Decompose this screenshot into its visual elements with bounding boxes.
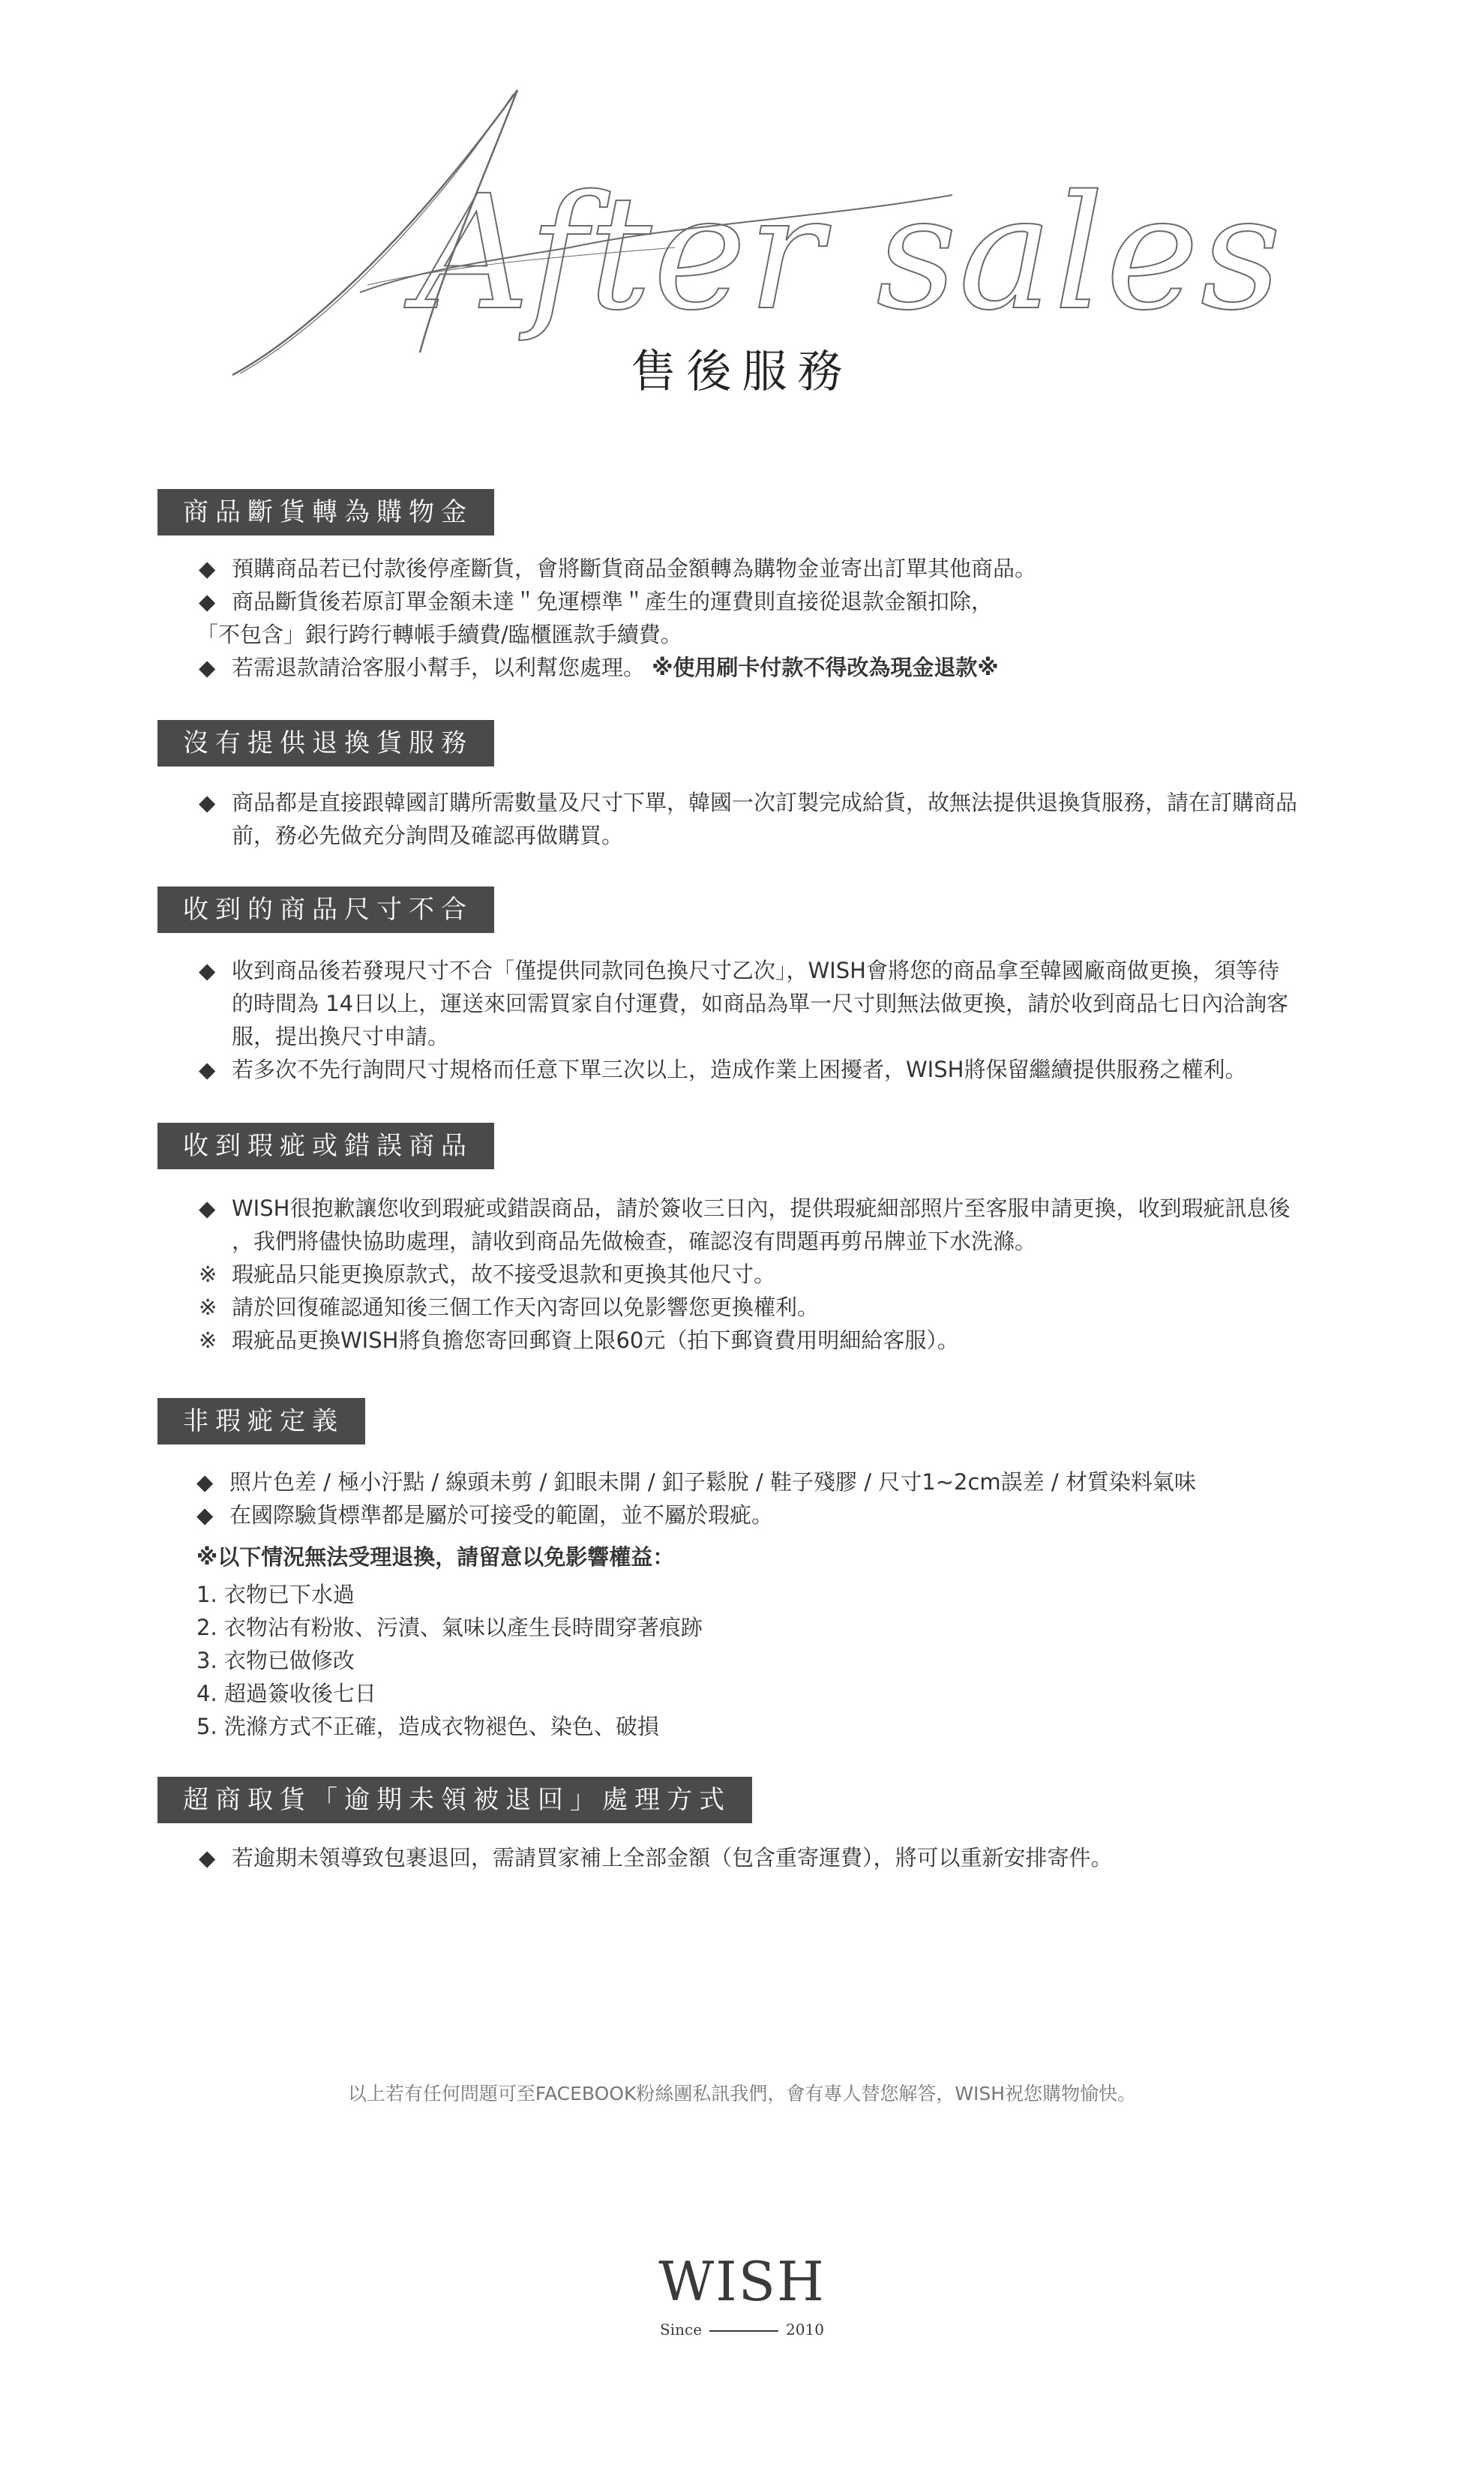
diamond-bullet-icon: ◆ [199,655,216,680]
divider [709,2330,778,2332]
diamond-bullet-icon: ◆ [199,1057,216,1082]
brand-since [0,2320,1484,2338]
bold-notice: ※使用刷卡付款不得改為現金退款※ [652,655,999,680]
section-title: 沒有提供退換貨服務 [157,720,494,766]
condition-item: 2. 衣物沾有粉妝、污漬、氣味以產生長時間穿著痕跡 [196,1615,703,1640]
since-label: Since [660,2320,703,2338]
condition-item: 5. 洗滌方式不正確，造成衣物褪色、染色、破損 [196,1714,659,1739]
list-item-continuation: 前，務必先做充分詢問及確認再做購買。 [232,823,624,848]
list-item: ◆ 預購商品若已付款後停產斷貨，會將斷貨商品金額轉為購物金並寄出訂單其他商品。 [199,552,1036,585]
diamond-bullet-icon: ◆ [199,589,216,614]
note-mark-icon: ※ [199,1294,217,1320]
page-header [0,0,1484,420]
condition-item: 4. 超過簽收後七日 [196,1681,376,1706]
brand-logo: WISH [658,2250,826,2313]
diamond-bullet-icon: ◆ [199,556,216,581]
list-item-continuation: 服，提出換尺寸申請。 [232,1024,450,1049]
diamond-bullet-icon: ◆ [199,1845,216,1870]
diamond-bullet-icon: ◆ [199,1196,216,1221]
note-mark-icon: ※ [199,1262,217,1287]
diamond-bullet-icon: ◆ [196,1469,214,1495]
list-item-continuation: 「不包含」銀行跨行轉帳手續費/臨櫃匯款手續費。 [196,622,682,647]
section-title: 收到的商品尺寸不合 [157,886,494,933]
section-title: 商品斷貨轉為購物金 [157,489,494,536]
list-item: ◆ 照片色差 / 極小汙點 / 線頭未剪 / 釦眼未開 / 釦子鬆脫 / 鞋子殘膠 / 尺寸1~2cm誤差 / 材質染料氣味 [196,1466,1196,1498]
section-title: 收到瑕疵或錯誤商品 [157,1123,494,1169]
footer-note: 以上若有任何問題可至FACEBOOK粉絲團私訊我們，會有專人替您解答，WISH祝您購物愉快。 [347,2083,1137,2104]
script-title-text: After sales [416,161,1283,345]
note-item: ※ 請於回復確認通知後三個工作天內寄回以免影響您更換權利。 [199,1291,819,1324]
list-item: ◆ 若需退款請洽客服小幫手，以利幫您處理。 ※使用刷卡付款不得改為現金退款※ [199,651,999,684]
list-item-continuation: ，我們將儘快協助處理，請收到商品先做檢查，確認沒有問題再剪吊牌並下水洗滌。 [232,1228,1037,1254]
list-item: ◆ 若多次不先行詢問尺寸規格而任意下單三次以上，造成作業上困擾者，WISH將保留繼續提供服務之權利。 [199,1053,1246,1086]
diamond-bullet-icon: ◆ [199,790,216,815]
list-item: ◆ 在國際驗貨標準都是屬於可接受的範圍，並不屬於瑕疵。 [196,1498,773,1532]
list-item: ◆ 若逾期未領導致包裹退回，需請買家補上全部金額（包含重寄運費），將可以重新安排寄件。 [199,1841,1113,1874]
conditions-heading: ※以下情況無法受理退換，請留意以免影響權益： [196,1544,675,1570]
since-year: 2010 [786,2320,824,2338]
diamond-bullet-icon: ◆ [196,1502,214,1528]
condition-item: 3. 衣物已做修改 [196,1648,355,1673]
list-item: ◆ WISH很抱歉讓您收到瑕疵或錯誤商品，請於簽收三日內，提供瑕疵細部照片至客服申請更換，收到瑕疵訊息後 [199,1192,1290,1225]
list-item-continuation: 的時間為 14日以上，運送來回需買家自付運費，如商品為單一尺寸則無法做更換，請於收到商品七日內洽詢客 [232,991,1289,1016]
section-title: 超商取貨「逾期未領被退回」處理方式 [157,1777,752,1823]
condition-item: 1. 衣物已下水過 [196,1582,355,1607]
note-mark-icon: ※ [199,1328,217,1353]
list-item: ◆ 商品都是直接跟韓國訂購所需數量及尺寸下單，韓國一次訂製完成給貨，故無法提供退換貨服務，請在訂購商品 [199,786,1297,819]
list-item: ◆ 收到商品後若發現尺寸不合「僅提供同款同色換尺寸乙次」，WISH會將您的商品拿至韓國廠商做更換，須等待 [199,954,1279,987]
list-item: ◆ 商品斷貨後若原訂單金額未達＂免運標準＂產生的運費則直接從退款金額扣除， [199,585,993,618]
note-item: ※ 瑕疵品更換WISH將負擔您寄回郵資上限60元（拍下郵資費用明細給客服）。 [199,1324,959,1357]
page-subtitle: 售後服務 [631,346,853,398]
diamond-bullet-icon: ◆ [199,958,216,983]
note-item: ※ 瑕疵品只能更換原款式，故不接受退款和更換其他尺寸。 [199,1258,775,1291]
section-title: 非瑕疵定義 [157,1398,365,1444]
